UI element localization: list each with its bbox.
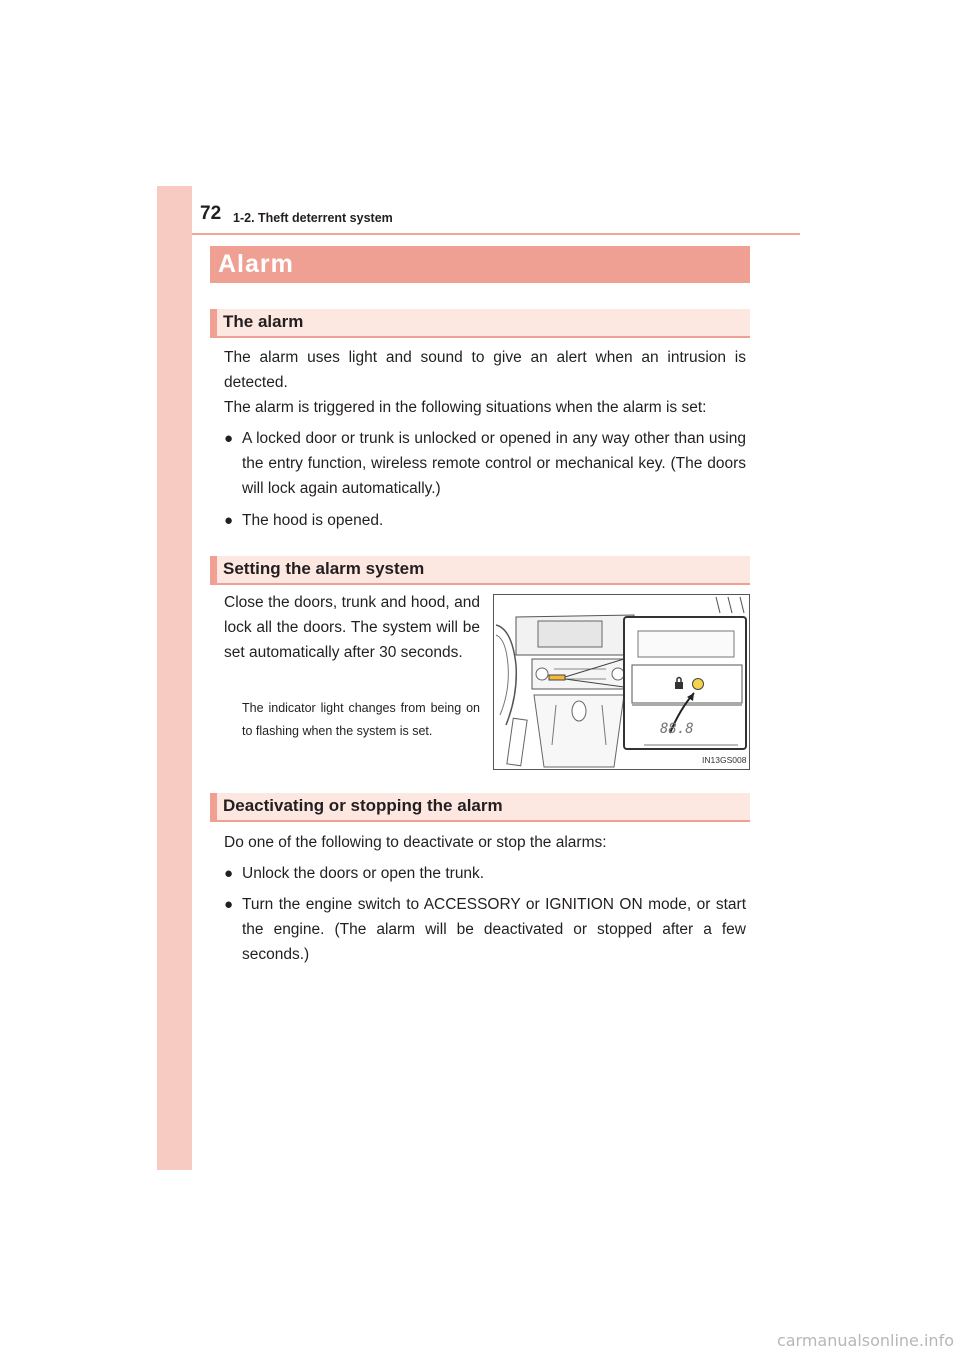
list-item [224,508,746,533]
list-item [224,426,746,501]
list-item-text: The hood is opened. [242,512,384,529]
list-item [224,892,746,967]
the-alarm-paragraph-1: The alarm uses light and sound to give an alert when an intrusion is detected. [224,349,746,391]
figure-code: IN13GS008 [702,755,747,765]
dashboard-illustration [493,594,750,770]
list-item-text: Turn the engine switch to ACCESSORY or IGNITION ON mode, or start the engine. (The alarm will be deactivated or stopped after a few seconds.) [242,896,746,963]
section-title-banner [210,246,750,283]
subheading-deactivating [210,793,750,822]
figure-display-readout: 88.8 [660,721,694,737]
page-number: 72 [200,203,222,224]
bullet-icon: ● [224,896,234,913]
the-alarm-paragraph-2: The alarm is triggered in the following situations when the alarm is set: [224,399,707,416]
dashboard-drawing [494,595,749,769]
subheading-setting-text: Setting the alarm system [223,559,425,578]
site-watermark: carmanualsonline.info [776,1331,954,1350]
bullet-icon: ● [224,865,234,882]
deactivating-paragraph: Do one of the following to deactivate or stop the alarms: [224,834,607,851]
subheading-the-alarm [210,309,750,338]
setting-note: The indicator light changes from being on to flashing when the system is set. [242,701,480,738]
subheading-deactivating-text: Deactivating or stopping the alarm [223,796,503,815]
bullet-icon: ● [224,430,234,447]
subheading-setting-the-alarm [210,556,750,585]
setting-paragraph: Close the doors, trunk and hood, and lock all the doors. The system will be set automatically after 30 seconds. [224,594,480,661]
header-divider [192,233,800,235]
list-item-text: Unlock the doors or open the trunk. [242,865,485,882]
bullet-icon: ● [224,512,234,529]
chapter-side-strip [157,186,192,1170]
list-item-text: A locked door or trunk is unlocked or opened in any way other than using the entry function, wireless remote control or mechanical key. (The doors will lock again automatically.) [242,430,746,497]
breadcrumb: 1-2. Theft deterrent system [233,211,393,225]
subheading-the-alarm-text: The alarm [223,312,304,331]
section-title: Alarm [218,250,294,278]
list-item [224,861,746,886]
